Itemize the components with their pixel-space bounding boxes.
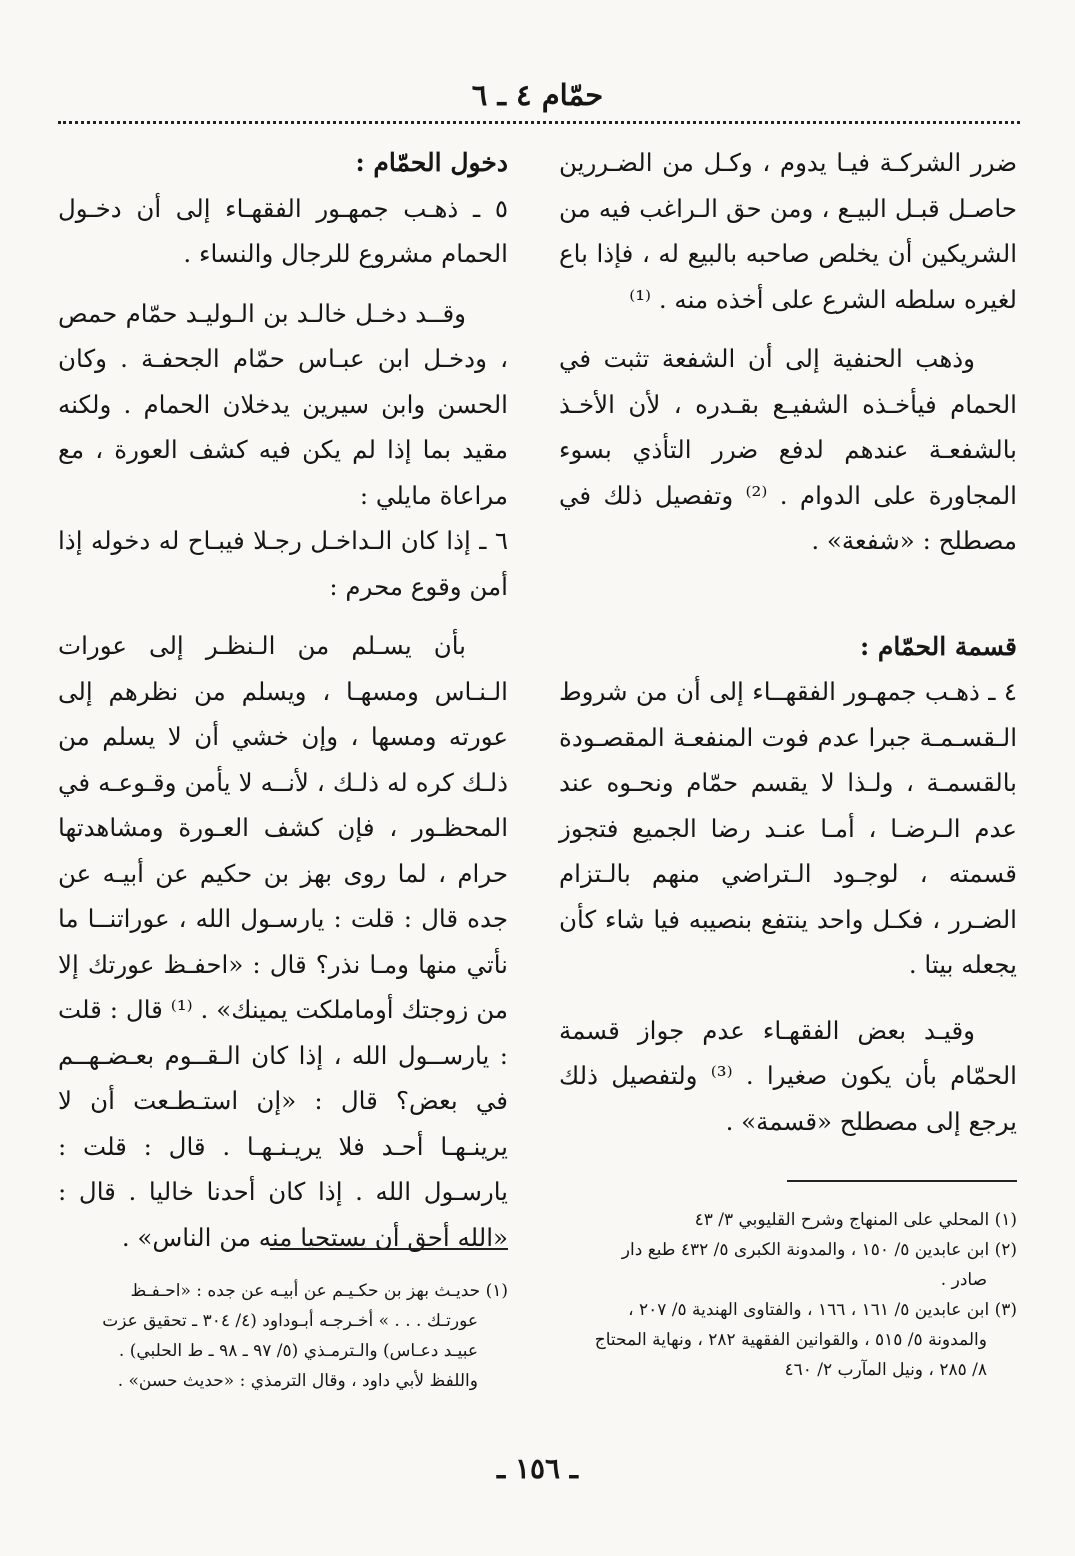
footnote-line: ٨/ ٢٨٥ ، ونيل المآرب ٢/ ٤٦٠ <box>784 1360 987 1380</box>
left-paragraph-1: ٥ ـ ذهـب جمهـور الفقهـاء إلى أن دخـول الحمام مشروع للرجال والنساء . <box>58 193 508 268</box>
footnote-line: والمدونة ٥/ ٥١٥ ، والقوانين الفقهية ٢٨٢ ، ونهاية المحتاج <box>594 1330 987 1350</box>
left-paragraph-3: ٦ ـ إذا كان الـداخـل رجـلا فيبـاح له دخوله إذا أمن وقوع محرم : <box>58 526 508 601</box>
section-heading-hammam-division: قسمة الحمّام : <box>860 631 1017 661</box>
left-paragraph-2: وقــد دخـل خالـد بن الـوليـد حمّام حمص ، ودخـل ابن عبـاس حمّام الجحفـة . وكان الحسن وابن سيرين يدخلان الحمام . ولكنه مقيد بما إذا لم يكن فيه كشف العورة ، مع مراعاة مايلي : <box>58 298 508 510</box>
footnote-line: (١) حديـث بهز بن حكـيـم عن أبيـه عن جده : «احـفـظ <box>130 1281 508 1301</box>
footnote-line: عورتـك . . . » أخـرجـه أبـوداود (٤/ ٣٠٤ ـ تحقيق عزت <box>102 1311 478 1331</box>
footnotes-right <box>559 1205 1017 1385</box>
right-paragraph-4: وقيـد بعض الفقهـاء عدم جواز قسمة الحمّام بأن يكون صغيرا . ⁽³⁾ ولتفصيل ذلك يرجع إلى مصطلح «قسمة» . <box>559 1015 1017 1136</box>
right-paragraph-2: وذهب الحنفية إلى أن الشفعة تثبت في الحمام فيأخـذه الشفيـع بقـدره ، لأن الأخـذ بالشفعـة عندهم لدفع ضرر التأذي بسوء المجاورة على الدوام . ⁽²⁾ وتفصيل ذلك في مصطلح : «شفعة» . <box>559 344 1017 555</box>
footnote-line: (٣) ابن عابدين ٥/ ١٦١ ، ١٦٦ ، والفتاوى الهندية ٥/ ٢٠٧ ، <box>628 1300 1017 1320</box>
footnote-line: (٢) ابن عابدين ٥/ ١٥٠ ، والمدونة الكبرى ٥/ ٤٣٢ طبع دار <box>621 1240 1017 1260</box>
footnote-divider-left <box>270 1248 508 1250</box>
footnotes-left <box>58 1276 508 1396</box>
footnote-line: عبيـد دعـاس) والـترمـذي (٥/ ٩٧ ـ ٩٨ ـ ط الحلبي) . <box>118 1341 478 1361</box>
header-dotted-divider <box>58 121 1020 124</box>
left-column <box>58 140 508 1260</box>
footnote-line: صادر . <box>940 1270 987 1290</box>
left-paragraph-4: بأن يسـلم من الـنظـر إلى عورات الـنـاس ومسهـا ، ويسلم من نظرهم إلى عورته ومسها ، وإن خشي أن لا يسلم من ذلـك كره له ذلـك ، لأنــه لا يأمن وقـوعـه في المحظـور ، فإن كشف العـورة ومشاهدتها حرام ، لما روى بهز بن حكيم عن أبيـه عن جده قال : قلت : يارسـول الله ، عوراتنــا ما نأتي منها ومـا نذر؟ قال : «احفـظ عورتك إلا من زوجتك أوماملكت يمينك» . ⁽¹⁾ قال : قلت : يارســول الله ، إذا كان الـقــوم بعـضـهــم في بعض؟ قال : «إن استـطـعت أن لا يرينـهـا أحـد فلا يريـنـهـا . قال : قلت : يارسـول الله . إذا كان أحدنا خاليا . قال : «الله أحق أن يستحيا منه من الناس» . <box>58 631 508 1252</box>
right-paragraph-1: ضرر الشركـة فيـا يدوم ، وكـل من الضـررين حاصـل قبـل البيـع ، ومن حق الـراغب فيه من الشريكين أن يخلص صاحبه بالبيع له ، فإذا باع لغيره سلطه الشرع على أخذه منه . ⁽¹⁾ <box>559 148 1017 314</box>
right-column <box>559 140 1017 1144</box>
footnote-divider-right <box>787 1180 1017 1182</box>
section-heading-entering-hammam: دخول الحمّام : <box>355 148 508 177</box>
footnote-line: واللفظ لأبي داود ، وقال الترمذي : «حديث حسن» . <box>117 1371 478 1391</box>
page-header-title: حمّام ٤ ـ ٦ <box>471 78 604 112</box>
page-number: ـ ١٥٦ ـ <box>496 1452 579 1485</box>
right-paragraph-3: ٤ ـ ذهـب جمهـور الفقهــاء إلى أن من شروط الـقسـمـة جبرا عدم فوت المنفعـة المقصـودة بالقسمـة ، ولـذا لا يقسم حمّام ونحـوه عند عدم الـرضـا ، أمـا عنـد رضا الجميع فتجوز قسمته ، لوجـود الـتراضي منهم بالـتزام الضـرر ، فكـل واحد ينتفع بنصيبه فيا شاء كأن يجعله بيتا . <box>559 677 1017 979</box>
footnote-line: (١) المحلي على المنهاج وشرح القليوبي ٣/ ٤٣ <box>694 1210 1017 1230</box>
